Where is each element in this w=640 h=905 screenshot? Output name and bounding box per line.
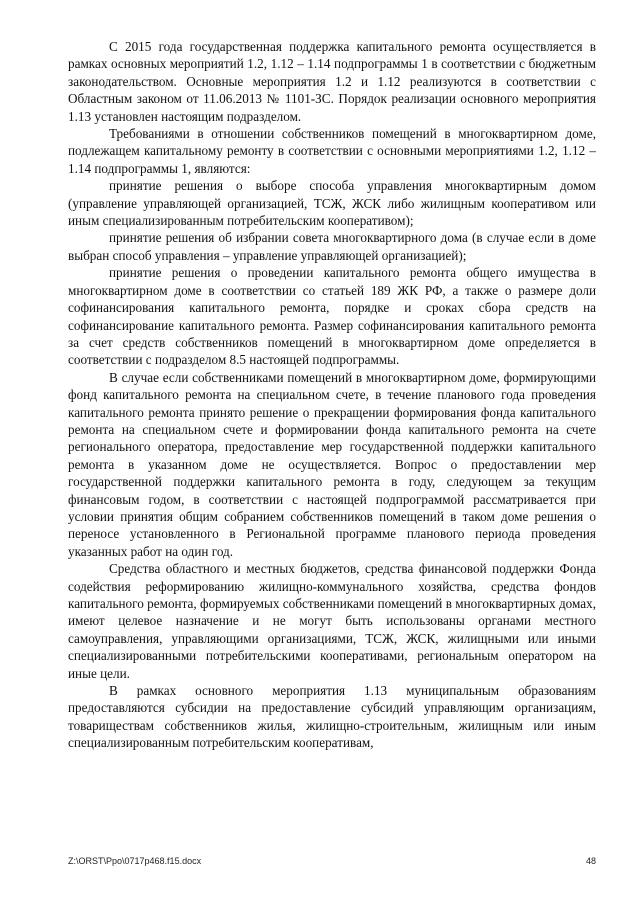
paragraph-owner-requirements: Требованиями в отношении собственников помещений в многоквартирном доме, подлежащем капитальному ремонту в соответствии с основными мероприятиями 1.2, 1.12 – 1.14 подпрограммы 1, являются:	[68, 126, 596, 176]
paragraph-state-support-since-2015: С 2015 года государственная поддержка капитального ремонта осуществляется в рамках основных мероприятий 1.2, 1.12 – 1.14 подпрограммы 1 в соответствии с бюджетным законодательством. Основные мероприятия 1.2 и 1.12 реализуются в соответствии с Областным законом от 11.06.2013 № 1101-ЗС. Порядок реализации основного мероприятия 1.13 установлен настоящим подразделом.	[68, 39, 596, 124]
paragraph-management-method-decision: принятие решения о выборе способа управления многоквартирным домом (управление управляющей организацией, ТСЖ, ЖСК либо жилищным кооперативом или иным специализированным потребительским кооперативом);	[68, 178, 596, 229]
paragraph-targeted-funds: Средства областного и местных бюджетов, средства финансовой поддержки Фонда содействия реформированию жилищно-коммунального хозяйства, средства фондов капитального ремонта, формируемых собственниками помещений в многоквартирных домах, имеют целевое назначение и не могут быть использованы органами местного самоуправления, управляющими организациями, ТСЖ, ЖСК, жилищными или иными специализированными потребительскими кооперативами, региональным оператором на иные цели.	[68, 561, 596, 681]
paragraph-special-account-termination: В случае если собственниками помещений в многоквартирном доме, формирующими фонд капитального ремонта на специальном счете, в течение планового года проведения капитального ремонта принято решение о прекращении формирования фонда капитального ремонта на специальном счете и формировании фонда капитального ремонта на счете регионального оператора, предоставление мер государственной поддержки капитального ремонта в указанном доме не осуществляется. Вопрос о предоставлении мер государственной поддержки капитального ремонта в году, следующем за текущим финансовым годом, в соответствии с настоящей подпрограммой рассматривается при условии принятия общим собранием собственников помещений в таком доме решения о переносе установленного в Региональной программе планового периода проведения указанных работ на один год.	[68, 369, 596, 559]
document-body	[68, 38, 596, 752]
footer-page-number: 48	[585, 856, 596, 866]
footer-file-path: Z:\ORST\Ppo\0717p468.f15.docx	[68, 856, 202, 866]
paragraph-council-election-decision: принятие решения об избрании совета многоквартирного дома (в случае если в доме выбран способ управления – управление управляющей организацией);	[68, 230, 596, 263]
paragraph-capital-repair-decision: принятие решения о проведении капитального ремонта общего имущества в многоквартирном доме в соответствии со статьей 189 ЖК РФ, а также о размере доли софинансирования капитального ремонта, порядке и сроках сбора средств на софинансирование капитального ремонта. Размер софинансирования капитального ремонта за счет средств собственников помещений в многоквартирном доме определяется в соответствии с подразделом 8.5 настоящей подпрограммы.	[68, 265, 596, 368]
paragraph-measure-1-13-subsidies: В рамках основного мероприятия 1.13 муниципальным образованиям предоставляются субсидии на предоставление субсидий управляющим организациям, товариществам собственников жилья, жилищно-строительным, жилищным или иным специализированным потребительским кооперативам,	[68, 683, 596, 751]
page-footer	[68, 856, 596, 866]
